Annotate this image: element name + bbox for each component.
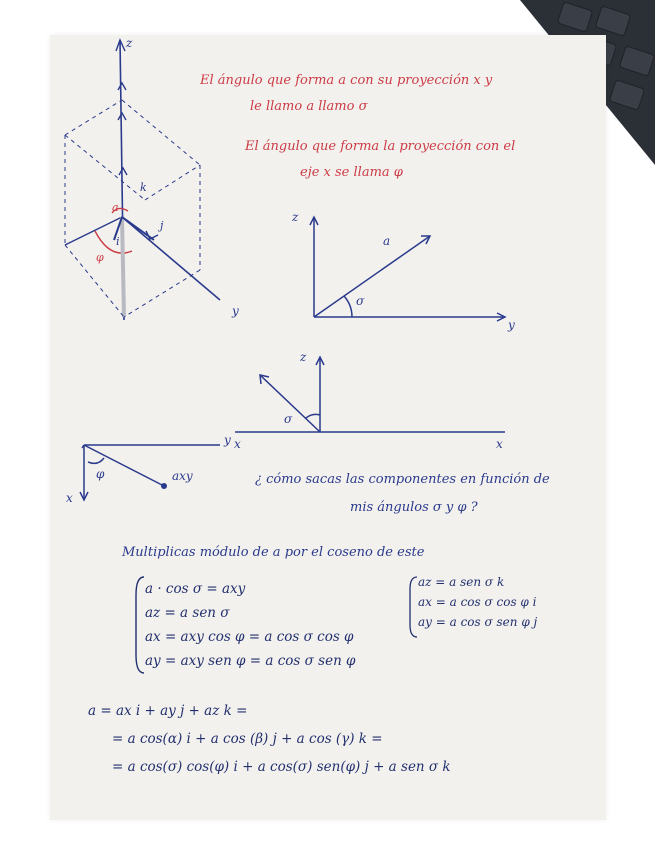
final-line-1: a = ax i + ay j + az k = [88,703,248,719]
question-line-1: ¿ cómo sacas las componentes en función de [255,472,550,487]
angle-sigma-zy: σ [356,294,365,308]
axis-x-left-zx: x [234,437,241,451]
vector-a-zy: a [383,234,391,248]
axis-z-3d: z [126,36,133,50]
axis-y-zy: y [508,318,515,332]
label-k-3d: k [140,181,147,194]
final-line-3: = a cos(σ) cos(φ) i + a cos(σ) sen(φ) j + a sen σ k [112,759,451,775]
notebook-page [50,35,606,820]
system-left-eq-1: a · cos σ = axy [145,581,246,597]
label-a-3d: a [112,201,119,214]
intro-line-3: El ángulo que forma la proyección con el [245,139,516,154]
vector-axy: axy [172,469,193,483]
diagram-xy-plane [60,430,240,510]
axis-y-xy: y [224,433,231,447]
axis-y-3d: y [232,304,239,318]
label-j-3d: j [160,219,164,232]
angle-sigma-zx: σ [284,412,293,426]
diagram-zy-plane [280,205,530,345]
intro-line-2: le llamo a llamo σ [250,99,368,114]
angle-phi-xy: φ [96,467,105,481]
diagram-zx-plane [230,347,510,452]
system-left-eq-4: ay = axy sen φ = a cos σ sen φ [145,653,356,669]
system-right-eq-2: ax = a cos σ cos φ i [418,595,537,609]
label-i-3d: i [116,235,120,248]
diagram-3d-axes [50,35,270,335]
question-line-2: mis ángulos σ y φ ? [350,500,478,515]
axis-z-zx: z [300,350,307,364]
axis-x-xy: x [66,491,73,505]
final-line-2: = a cos(α) i + a cos (β) j + a cos (γ) k = [112,731,383,747]
axis-z-zy: z [292,210,299,224]
intro-line-1: El ángulo que forma a con su proyección x y [200,73,493,88]
system-right-eq-3: ay = a cos σ sen φ j [418,615,538,629]
method-text: Multiplicas módulo de a por el coseno de este [122,545,425,560]
label-phi-3d: φ [96,251,104,264]
system-left-eq-2: az = a sen σ [145,605,230,621]
axis-x-right-zx: x [496,437,503,451]
intro-line-4: eje x se llama φ [300,165,403,180]
system-right-eq-1: az = a sen σ k [418,575,505,589]
system-left-eq-3: ax = axy cos φ = a cos σ cos φ [145,629,354,645]
